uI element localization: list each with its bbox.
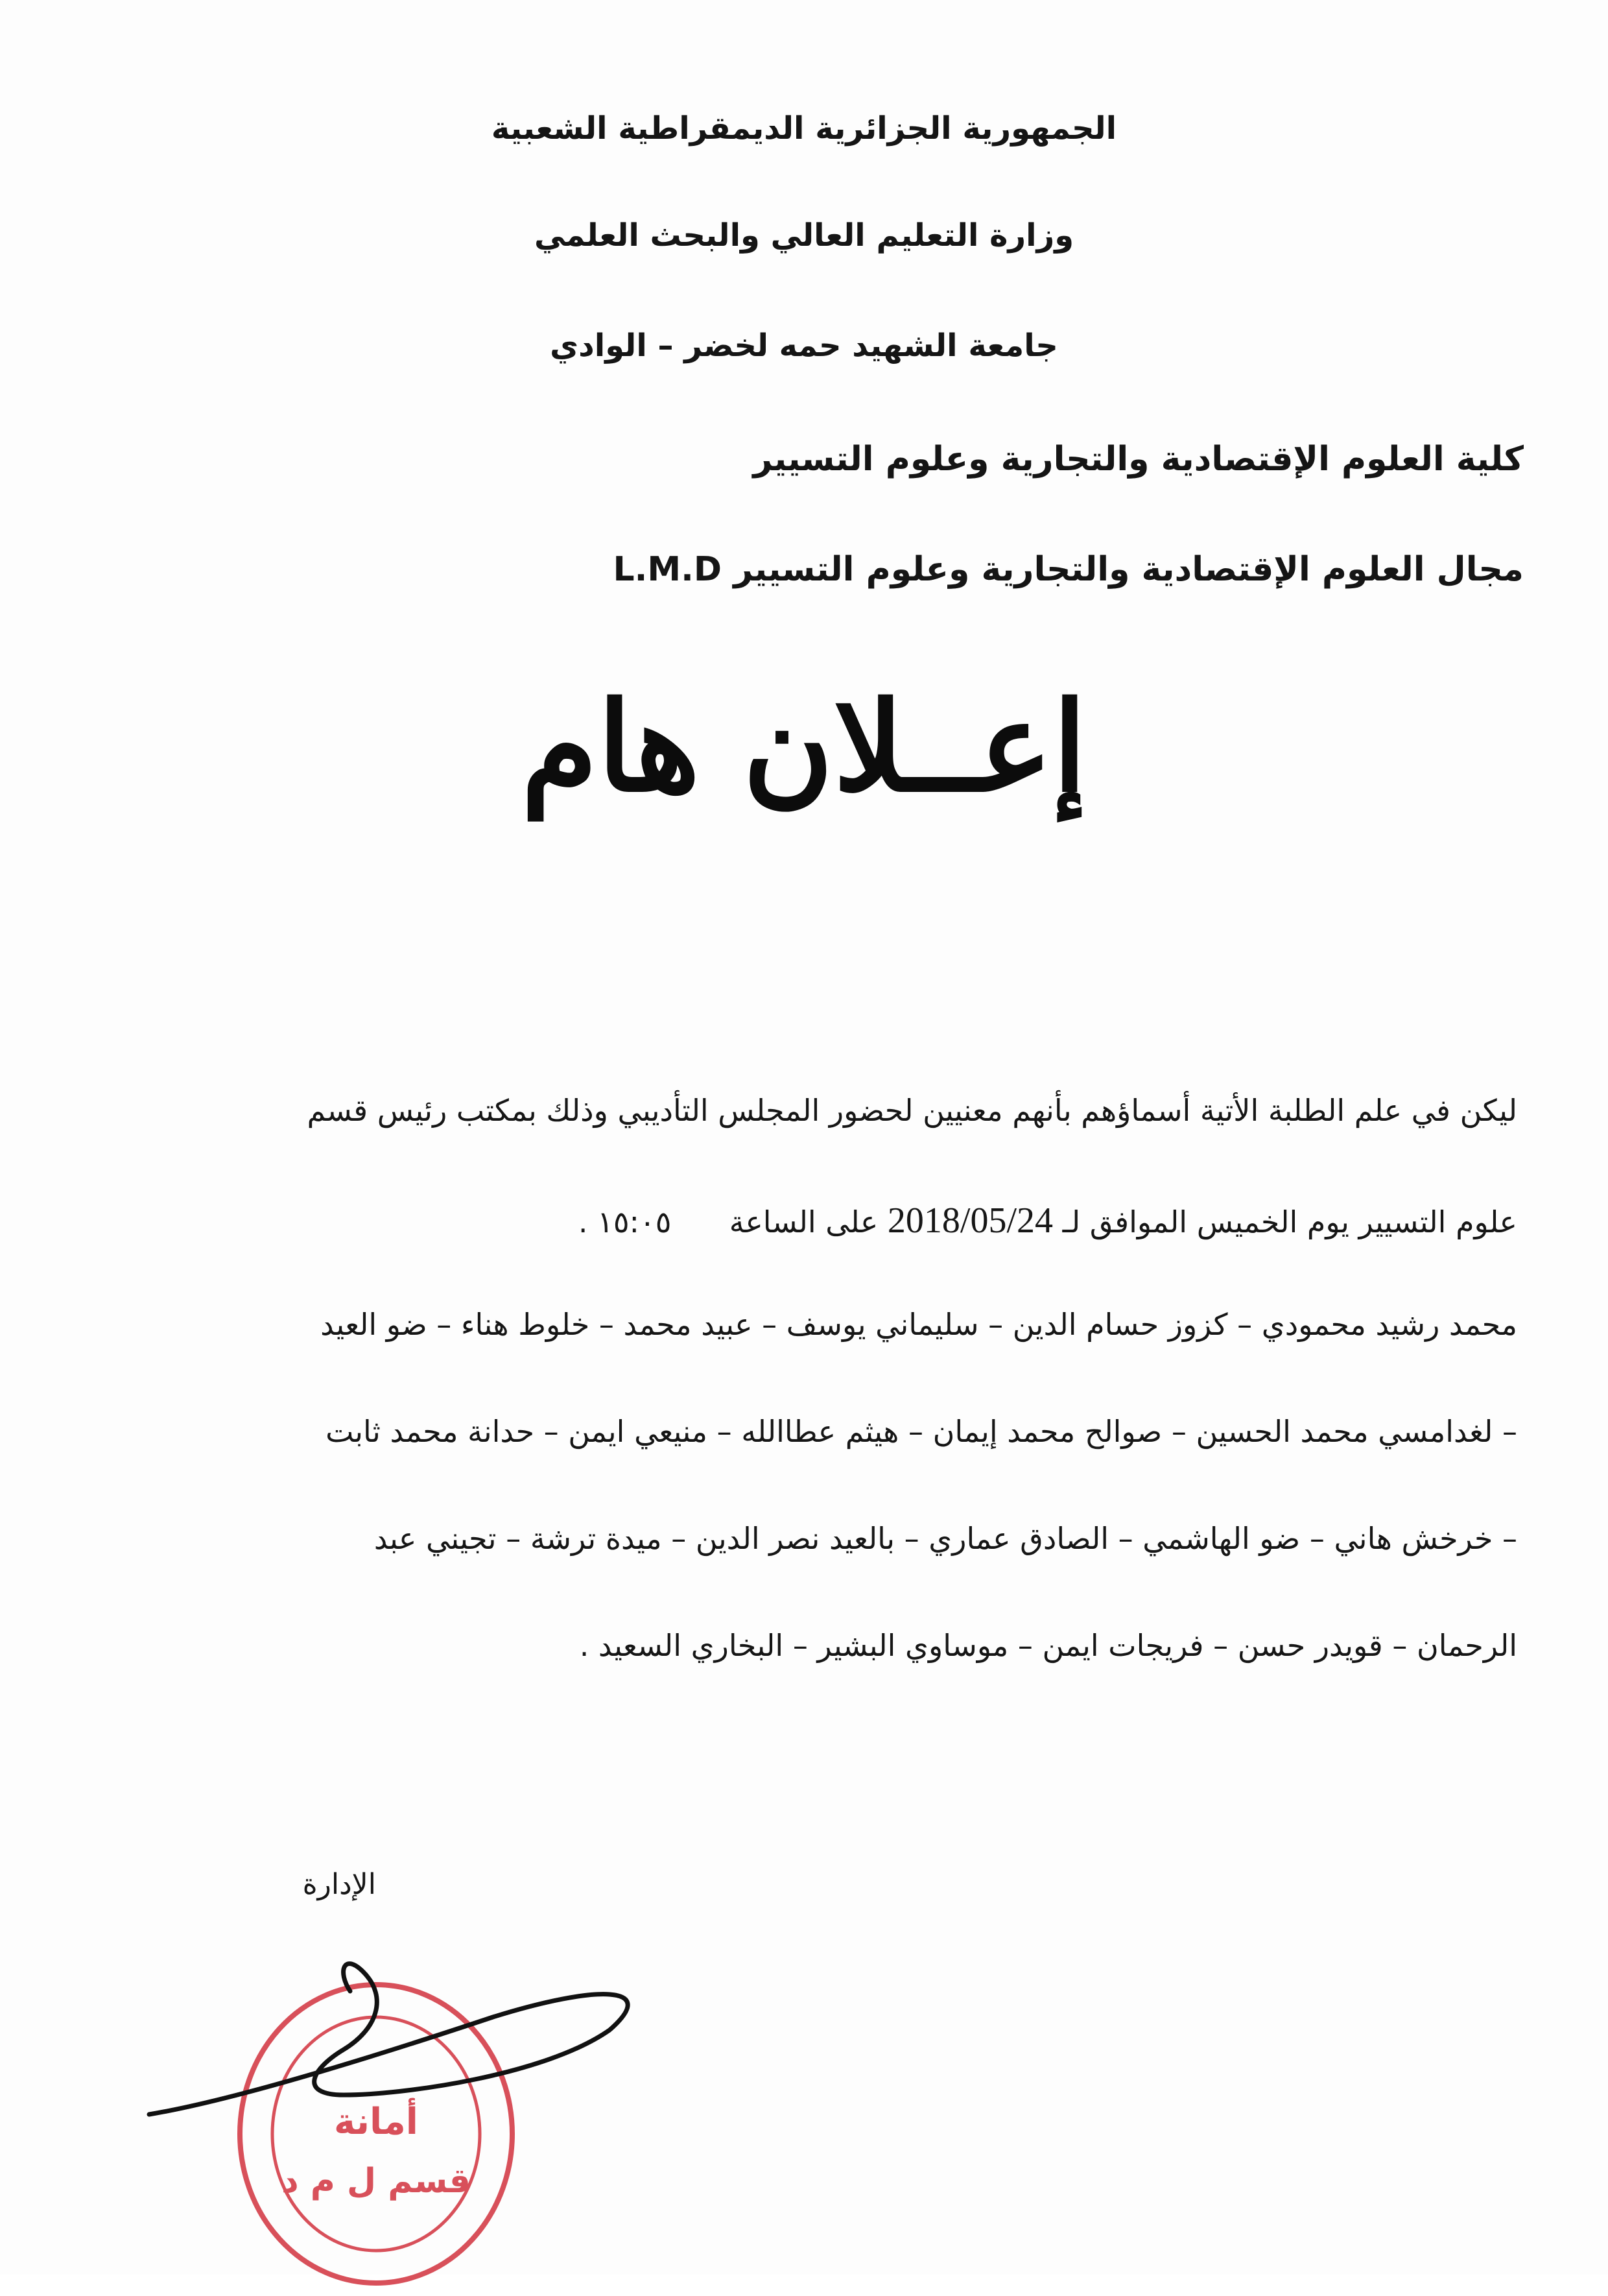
meeting-time: ١٥:٠٥ . <box>578 1204 672 1239</box>
body-line-2-text: علوم التسيير يوم الخميس الموافق لـ <box>1062 1204 1517 1239</box>
stamp-inner-text-2: قسم ل م د <box>281 2162 471 2201</box>
stamp-inner-text-1: أمانة <box>334 2101 418 2143</box>
header-university: جامعة الشهيد حمه لخضر – الوادي <box>550 328 1058 364</box>
administration-label: الإدارة <box>302 1868 376 1901</box>
body-line-2-text-b: على الساعة <box>729 1204 879 1239</box>
meeting-date: 2018/05/24 <box>887 1201 1054 1241</box>
header-ministry: وزارة التعليم العالي والبحث العلمي <box>534 217 1074 254</box>
header-faculty: كلية العلوم الإقتصادية والتجارية وعلوم التسيير <box>753 440 1524 479</box>
announcement-title: إعــلان هام <box>521 675 1087 819</box>
stamp-seal <box>240 1985 512 2283</box>
names-line-1: محمد رشيد محمودي – كزوز حسام الدين – سليماني يوسف – عبيد محمد – خلوط هناء – ضو العيد <box>320 1307 1517 1342</box>
header-domain: مجال العلوم الإقتصادية والتجارية وعلوم التسيير L.M.D <box>613 550 1524 589</box>
names-line-3: – خرخش هاني – ضو الهاشمي – الصادق عماري – بالعيد نصر الدين – ميدة ترشة – تجيني عبد <box>373 1521 1517 1556</box>
body-line-2 <box>78 1200 1517 1241</box>
body-line-1: ليكن في علم الطلبة الأتية أسماؤهم بأنهم معنيين لحضور المجلس التأديبي وذلك بمكتب رئيس قسم <box>307 1093 1517 1128</box>
names-line-2: – لغدامسي محمد الحسين – صوالح محمد إيمان – هيثم عطاالله – منيعي ايمن – حدانة محمد ثابت <box>325 1414 1517 1449</box>
official-stamp <box>130 1920 713 2296</box>
names-line-4: الرحمان – قويدر حسن – فريجات ايمن – موساوي البشير – البخاري السعيد . <box>579 1628 1517 1663</box>
header-republic: الجمهورية الجزائرية الديمقراطية الشعبية <box>491 110 1117 147</box>
